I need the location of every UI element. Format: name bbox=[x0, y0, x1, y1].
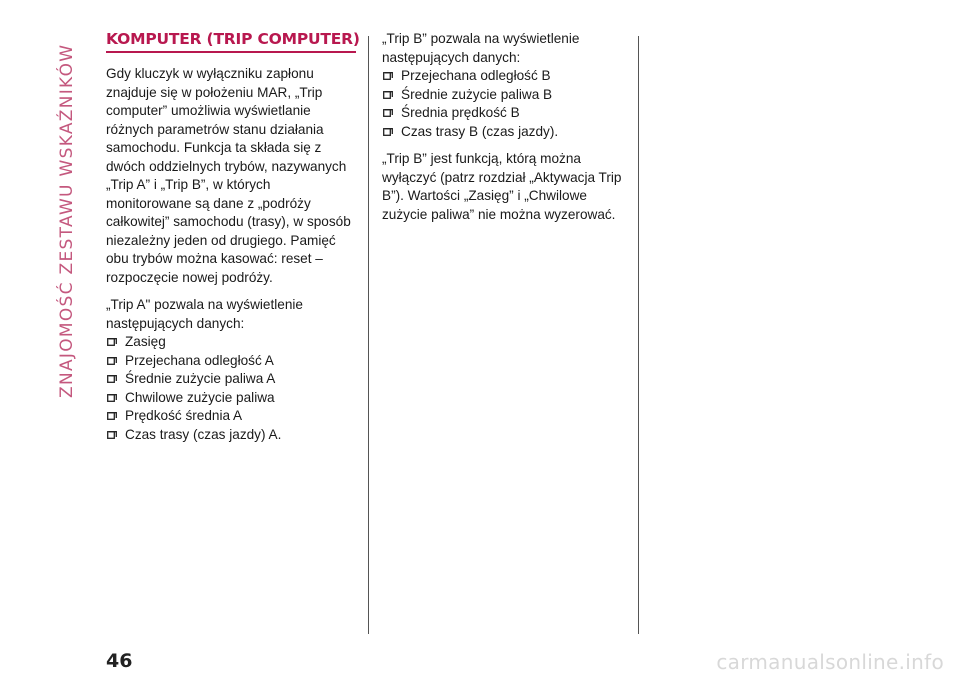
intro-paragraph: Gdy kluczyk w wyłączniku zapłonu znajduje się w położeniu MAR, „Trip computer” umożliwia wyświetlanie różnych parametrów stanu działania samochodu. Funkcja ta składa się z dwóch oddzielnych trybów, nazywanych „Trip A” i „Trip B”, w których monitorowane są dane z „podróży całkowitej” samochodu (trasy), w sposób niezależny jeden od drugiego. Pamięć obu trybów można kasować: reset – rozpoczęcie nowej podróży. bbox=[106, 66, 351, 285]
list-item bbox=[382, 104, 634, 123]
list-item bbox=[382, 86, 634, 105]
trip-a-list bbox=[106, 333, 358, 444]
bullet-box-icon bbox=[107, 394, 117, 402]
bullet-box-icon bbox=[107, 357, 117, 365]
trip-b-list bbox=[382, 67, 634, 141]
trip-b-lead: „Trip B” pozwala na wyświetlenie następujących danych: bbox=[382, 31, 580, 65]
watermark: carmanualsonline.info bbox=[716, 650, 944, 674]
list-item bbox=[106, 407, 358, 426]
list-item-text: Zasięg bbox=[125, 334, 166, 349]
trip-b-note: „Trip B” jest funkcją, którą można wyłączyć (patrz rozdział „Aktywacja Trip B”). Wartości „Zasięg” i „Chwilowe zużycie paliwa” nie można wyzerować. bbox=[382, 151, 622, 222]
bullet-box-icon bbox=[107, 412, 117, 420]
bullet-box-icon bbox=[107, 431, 117, 439]
list-item bbox=[106, 370, 358, 389]
bullet-box-icon bbox=[383, 72, 393, 80]
column-left bbox=[106, 30, 358, 453]
column-divider bbox=[368, 36, 369, 634]
list-item bbox=[382, 123, 634, 142]
list-item-text: Średnie zużycie paliwa A bbox=[125, 371, 276, 386]
bullet-box-icon bbox=[383, 91, 393, 99]
list-item bbox=[106, 389, 358, 408]
bullet-box-icon bbox=[383, 109, 393, 117]
list-item bbox=[106, 333, 358, 352]
bullet-box-icon bbox=[107, 375, 117, 383]
section-side-title: ZNAJOMOŚĆ ZESTAWU WSKAŹNIKÓW bbox=[57, 43, 77, 398]
trip-a-lead: „Trip A" pozwala na wyświetlenie następujących danych: bbox=[106, 297, 303, 331]
bullet-box-icon bbox=[107, 338, 117, 346]
list-item-text: Prędkość średnia A bbox=[125, 408, 243, 423]
list-item-text: Średnie zużycie paliwa B bbox=[401, 86, 553, 102]
list-item-text: Chwilowe zużycie paliwa bbox=[125, 389, 275, 405]
list-item-text: Czas trasy (czas jazdy) A. bbox=[125, 426, 282, 442]
list-item-text: Czas trasy B (czas jazdy). bbox=[401, 123, 559, 139]
list-item bbox=[106, 426, 358, 445]
bullet-box-icon bbox=[383, 128, 393, 136]
list-item-text: Przejechana odległość B bbox=[401, 68, 551, 83]
list-item-text: Przejechana odległość A bbox=[125, 352, 274, 368]
list-item bbox=[106, 352, 358, 371]
list-item-text: Średnia prędkość B bbox=[401, 105, 520, 120]
column-divider bbox=[638, 36, 639, 634]
section-heading: KOMPUTER (TRIP COMPUTER) bbox=[106, 30, 356, 53]
page-number: 46 bbox=[106, 650, 133, 672]
column-middle bbox=[382, 30, 634, 233]
list-item bbox=[382, 67, 634, 86]
